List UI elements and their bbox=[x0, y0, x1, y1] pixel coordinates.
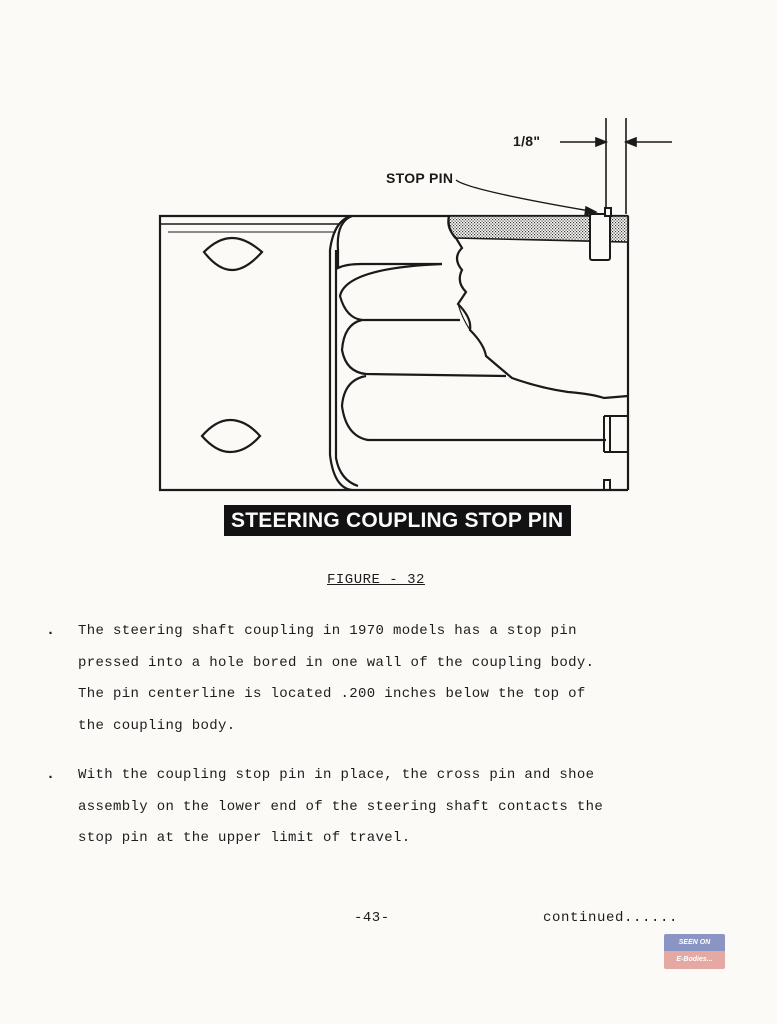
stop-pin bbox=[590, 208, 611, 260]
coupling-slot bbox=[604, 416, 628, 490]
stop-pin-leader bbox=[456, 180, 596, 215]
continued-note: continued...... bbox=[543, 910, 679, 926]
coupling-hole-lower bbox=[202, 420, 260, 452]
figure-caption: STEERING COUPLING STOP PIN bbox=[224, 505, 571, 536]
watermark-line2: E-Bodies... bbox=[664, 951, 725, 969]
bullet-marker: . bbox=[46, 622, 56, 639]
body-paragraph: With the coupling stop pin in place, the cross pin and shoe assembly on the lower end of the steering shaft contacts the stop pin at the upper limit of travel. bbox=[78, 767, 604, 846]
coupling-hole-upper bbox=[204, 238, 262, 270]
dimension-marker bbox=[560, 118, 672, 214]
coupling-body bbox=[160, 216, 628, 490]
dimension-label: 1/8" bbox=[513, 133, 541, 149]
watermark-logo bbox=[664, 934, 725, 971]
stop-pin-label: STOP PIN bbox=[386, 170, 454, 186]
bullet-marker: . bbox=[46, 766, 56, 783]
figure-number: FIGURE - 32 bbox=[327, 572, 425, 588]
body-paragraph: The steering shaft coupling in 1970 models has a stop pin pressed into a hole bored in one wall of the coupling body. The pin centerline is located .200 inches below the top of the coupling body. bbox=[78, 623, 595, 734]
coupling-inner-lobes bbox=[336, 216, 606, 486]
watermark-line1: SEEN ON bbox=[664, 934, 725, 951]
page-number: -43- bbox=[354, 910, 390, 926]
